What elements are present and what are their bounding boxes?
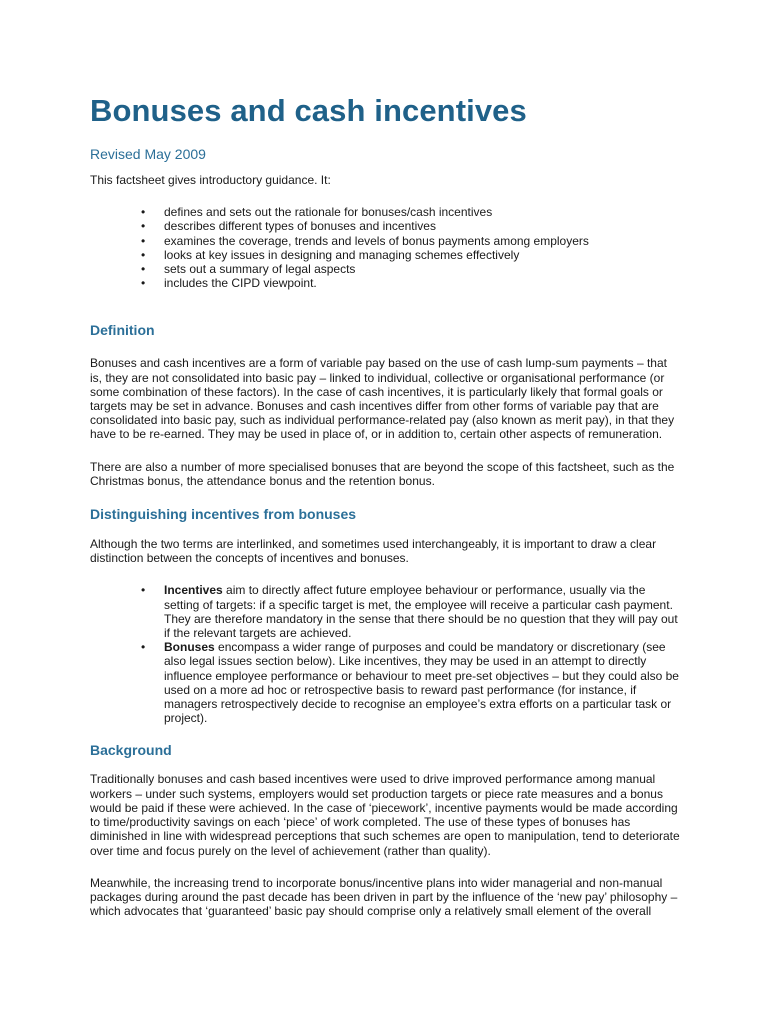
incentives-description: aim to directly affect future employee behaviour or performance, usually via the setting of targets: if a specific target is met, the employee will receive a particular cash payment. They are therefore mandatory in the sense that there should be no question that they will pay out if the relevant targets are achieved. bbox=[164, 583, 678, 641]
term-incentives: Incentives bbox=[164, 583, 223, 598]
background-paragraph-1: Traditionally bonuses and cash based incentives were used to drive improved performance among manual workers – under such systems, employers would set production targets or piece rate measures and a bonus would be paid if these were achieved. In the case of ‘piecework’, incentive payments would be made according to time/productivity savings on each ‘piece’ of work completed. The use of these types of bonuses has diminished in line with widespread perceptions that such schemes are open to manipulation, tend to deteriorate over time and focus purely on the level of achievement (rather than quality). bbox=[90, 772, 680, 858]
revised-date: Revised May 2009 bbox=[90, 146, 206, 162]
list-item: • examines the coverage, trends and levels of bonus payments among employers bbox=[90, 234, 682, 248]
list-item: • describes different types of bonuses and incentives bbox=[90, 219, 682, 233]
list-item: • sets out a summary of legal aspects bbox=[90, 262, 682, 276]
bonuses-description: encompass a wider range of purposes and could be mandatory or discretionary (see also legal issues section below). Like incentives, they may be used in an attempt to directly influence employee performance or behaviour to meet pre-set objectives – but they could also be used on a more ad hoc or retrospective basis to reward past performance (for instance, if managers retrospectively decide to recognise an employee’s extra efforts on a particular task or project). bbox=[164, 640, 679, 726]
intro-bullet-list bbox=[90, 205, 682, 290]
definition-heading: Definition bbox=[90, 322, 155, 339]
distinguishing-paragraph: Although the two terms are interlinked, and sometimes used interchangeably, it is important to draw a clear distinction between the concepts of incentives and bonuses. bbox=[90, 537, 657, 566]
definition-paragraph-1: Bonuses and cash incentives are a form of variable pay based on the use of cash lump-sum payments – that is, they are not consolidated into basic pay – linked to individual, collective or organisational performance (or some combination of these factors). In the case of cash incentives, it is particularly likely that formal goals or targets may be set in advance. Bonuses and cash incentives differ from other forms of variable pay that are consolidated into basic pay, such as individual performance-related pay (also known as merit pay), in that they have to be re-earned. They may be used in place of, or in addition to, certain other aspects of remuneration. bbox=[90, 356, 675, 442]
definition-paragraph-2: There are also a number of more specialised bonuses that are beyond the scope of this factsheet, such as the Christmas bonus, the attendance bonus and the retention bonus. bbox=[90, 459, 675, 488]
list-item-bonuses bbox=[90, 640, 682, 725]
list-item: • defines and sets out the rationale for bonuses/cash incentives bbox=[90, 205, 682, 219]
page-title: Bonuses and cash incentives bbox=[90, 93, 527, 128]
term-bonuses: Bonuses bbox=[164, 640, 215, 655]
document-page bbox=[90, 92, 682, 918]
list-item: • includes the CIPD viewpoint. bbox=[90, 276, 682, 290]
distinguishing-heading: Distinguishing incentives from bonuses bbox=[90, 506, 357, 523]
background-paragraph-2: Meanwhile, the increasing trend to incorporate bonus/incentive plans into wider managerial and non-manual packages during around the past decade has been driven in part by the influence of the ‘new pay’ philosophy – which advocates that ‘guaranteed’ basic pay should comprise only a relatively small element of the overall bbox=[90, 875, 678, 919]
intro-paragraph: This factsheet gives introductory guidance. It: bbox=[90, 173, 331, 187]
distinguishing-bullet-list bbox=[90, 583, 682, 725]
list-item-incentives bbox=[90, 583, 682, 640]
list-item: • looks at key issues in designing and managing schemes effectively bbox=[90, 248, 682, 262]
background-heading: Background bbox=[90, 742, 172, 759]
